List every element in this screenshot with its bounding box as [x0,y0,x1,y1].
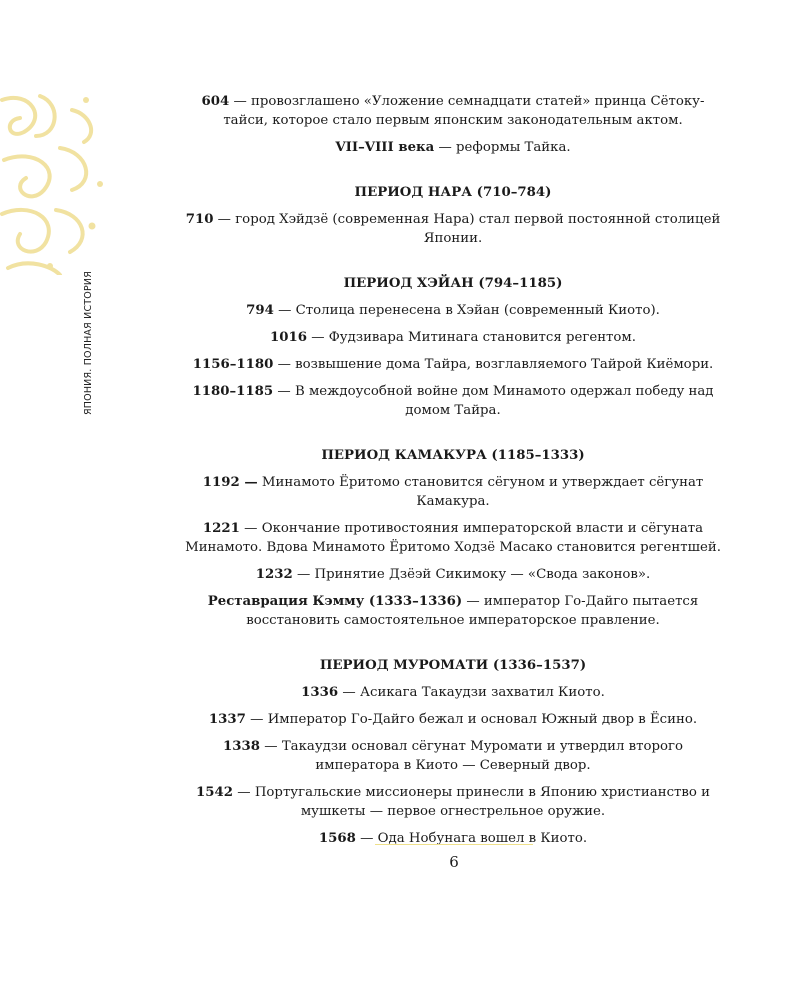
period-muromachi [180,656,726,848]
entry-separator: — [355,831,378,846]
entry-text: Португальские миссионеры принесли в Японию христианство и мушкеты — первое огнестрельное оружие. [254,785,710,819]
entry-separator: — [462,594,484,609]
period-nara [180,183,726,248]
entry-separator: — [233,785,255,800]
period-heading: ПЕРИОД КАМАКУРА (1185–1333) [321,448,585,463]
period-heian [180,274,726,420]
timeline-entry [180,829,726,848]
entry-date: 1016 [269,330,307,345]
entry-text: Фудзивара Митинага становится регентом. [328,330,636,345]
entry-text: Ода Нобунага вошел в Киото. [377,831,588,846]
side-book-title: ЯПОНИЯ. ПОЛНАЯ ИСТОРИЯ [83,271,94,415]
entry-date: 1192 — [202,475,258,490]
timeline-entry [180,565,726,584]
entry-date: 1542 [196,785,234,800]
timeline-entry [180,710,726,729]
timeline-entry [180,92,726,130]
entry-text: реформы Тайка. [456,140,571,155]
entry-separator: — [292,567,315,582]
timeline-entry [180,138,726,157]
entry-date: Реставрация Кэмму (1333–1336) [207,594,463,609]
entry-text: Принятие Дзёэй Сикимоку — «Свода законов». [314,567,651,582]
entry-text: В междоусобной войне дом Минамото одержал победу над домом Тайра. [294,384,714,418]
entry-text: Минамото Ёритомо становится сёгуном и утверждает сёгунат Камакура. [261,475,704,509]
timeline-entry [180,210,726,248]
timeline-entry [180,737,726,775]
timeline-entry [180,301,726,320]
entry-text: город Хэйдзё (современная Нара) стал первой постоянной столицей Японии. [235,212,721,246]
period-heading: ПЕРИОД НАРА (710–784) [354,185,552,200]
entry-date: 1221 [202,521,240,536]
timeline-entry [180,473,726,511]
timeline-entry [180,328,726,347]
entry-text: Окончание противостояния императорской власти и сёгуната Минамото. Вдова Минамото Ёритомо Ходзё Масако становится регентшей. [185,521,721,555]
period-heading: ПЕРИОД ХЭЙАН (794–1185) [343,276,563,291]
entry-date: 1180–1185 [192,384,274,399]
entry-text: Столица перенесена в Хэйан (современный Киото). [295,303,660,318]
page-number: 6 [449,853,459,871]
entry-date: 1156–1180 [192,357,274,372]
period-heading: ПЕРИОД МУРОМАТИ (1336–1537) [319,658,587,673]
timeline-entry [180,355,726,374]
entry-separator: — [273,384,295,399]
timeline-entry [180,783,726,821]
entry-date: 794 [246,303,274,318]
entry-separator: — [273,357,296,372]
timeline-entry [180,382,726,420]
timeline-entry [180,519,726,557]
entry-separator: — [307,330,329,345]
entry-text: Император Го-Дайго бежал и основал Южный двор в Ёсино. [267,712,698,727]
decorative-ornament [0,90,110,275]
entry-separator: — [229,94,252,109]
entry-separator: — [213,212,236,227]
entry-date: 1232 [255,567,293,582]
footer-divider [375,844,533,845]
entry-date: 1338 [223,739,261,754]
entry-date: 1568 [318,831,356,846]
entry-text: провозглашено «Уложение семнадцати статей» принца Сётоку-тайси, которое стало первым японским законодательным актом. [223,94,705,128]
entry-text: возвышение дома Тайра, возглавляемого Тайрой Киёмори. [295,357,714,372]
entry-separator: — [273,303,296,318]
timeline-entry [180,592,726,630]
timeline-content [180,92,726,856]
entry-text: император Го-Дайго пытается восстановить самостоятельное императорское правление. [246,594,699,628]
entry-date: 710 [185,212,214,227]
entry-text: Такаудзи основал сёгунат Муромати и утвердил второго императора в Киото — Северный двор. [281,739,683,773]
entry-date: VII–VIII века [335,140,435,155]
entry-date: 1337 [208,712,246,727]
entry-separator: — [260,739,282,754]
intro-section [180,92,726,157]
entry-separator: — [239,521,262,536]
entry-date: 604 [201,94,230,109]
entry-separator: — [245,712,268,727]
entry-separator: — [338,685,360,700]
period-kamakura [180,446,726,630]
entry-text: Асикага Такаудзи захватил Киото. [359,685,605,700]
entry-date: 1336 [301,685,339,700]
entry-separator: — [434,140,457,155]
timeline-entry [180,683,726,702]
